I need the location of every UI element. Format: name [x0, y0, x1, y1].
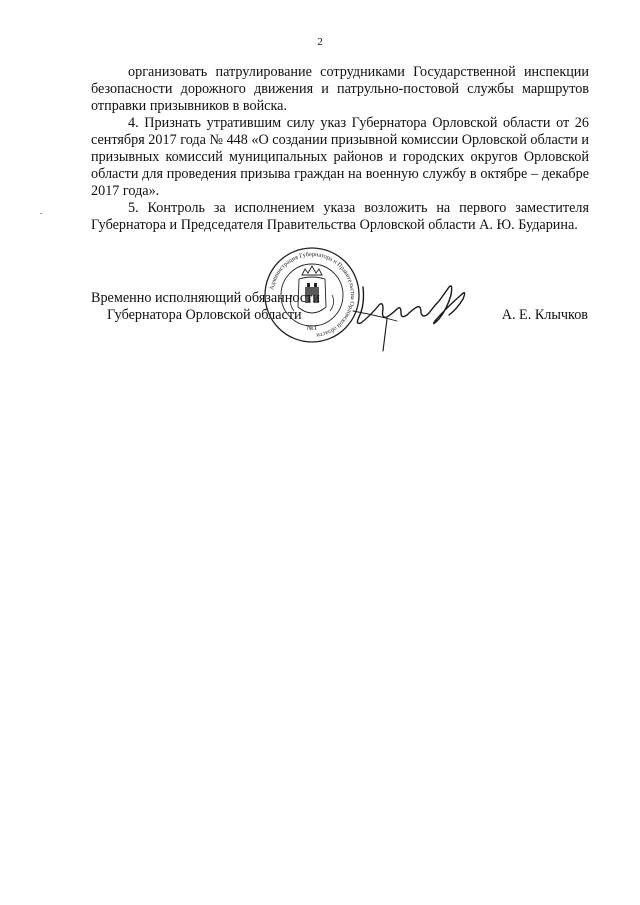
signer-title-line-2: Губернатора Орловской области — [107, 307, 302, 323]
signer-title-line-1: Временно исполняющий обязанности — [91, 290, 320, 306]
paragraph-item-5: 5. Контроль за исполнением указа возложить на первого заместителя Губернатора и Председателя Правительства Орловской области А. Ю. Бударина. — [91, 200, 589, 233]
seal-ring-text: Администрация Губернатора и Правительства Орловской области — [268, 250, 357, 339]
seal-center-text: №1 — [306, 324, 318, 332]
page-number: 2 — [317, 36, 323, 48]
document-body — [91, 64, 589, 234]
paragraph-continuation: организовать патрулирование сотрудниками Государственной инспекции безопасности дорожного движения и патрульно-постовой службы маршрутов отправки призывников в войска. — [91, 64, 589, 114]
signer-name: А. Е. Клычков — [501, 307, 588, 323]
margin-mark — [40, 213, 42, 214]
paragraph-item-4: 4. Признать утратившим силу указ Губернатора Орловской области от 26 сентября 2017 года № 448 «О создании призывной комиссии Орловской области и призывных комиссий муниципальных районов и городских округов Орловской области для проведения призыва граждан на военную службу в октябре – декабре 2017 года». — [91, 115, 589, 199]
handwritten-signature — [335, 275, 485, 355]
